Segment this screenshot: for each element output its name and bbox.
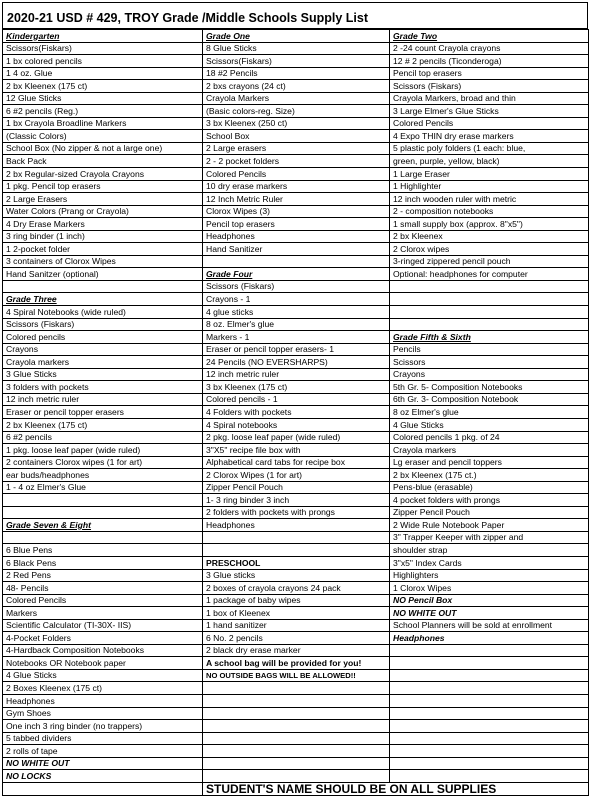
supply-item: Crayons [3, 343, 203, 356]
supply-item: Headphones [203, 519, 390, 532]
supply-item: 1 package of baby wipes [203, 594, 390, 607]
supply-item: Scissors (Fiskars) [203, 280, 390, 293]
supply-item: 3 bx Kleenex (250 ct) [203, 117, 390, 130]
supply-item: NO LOCKS [3, 770, 203, 783]
table-row [3, 230, 589, 243]
table-row [3, 732, 589, 745]
table-row [3, 456, 589, 469]
table-row [3, 444, 589, 457]
table-row [3, 644, 589, 657]
supply-item: Water Colors (Prang or Crayola) [3, 205, 203, 218]
supply-item: Colored Pencils [3, 594, 203, 607]
supply-item: Scissors(Fiskars) [3, 42, 203, 55]
supply-item [203, 720, 390, 733]
supply-item: Pencil top erasers [390, 67, 589, 80]
supply-item: Notebooks OR Notebook paper [3, 657, 203, 670]
table-row [3, 356, 589, 369]
supply-item: 10 dry erase markers [203, 180, 390, 193]
supply-item: 1 - 4 oz Elmer's Glue [3, 481, 203, 494]
supply-item: School Planners will be sold at enrollment [390, 619, 589, 632]
table-row [3, 381, 589, 394]
supply-item [3, 506, 203, 519]
supply-item: 2 bxs crayons (24 ct) [203, 80, 390, 93]
table-row [3, 393, 589, 406]
supply-item [203, 694, 390, 707]
supply-item: Zipper Pencil Pouch [203, 481, 390, 494]
supply-item: Colored Pencils [203, 168, 390, 181]
supply-item [3, 494, 203, 507]
footer-row [3, 782, 589, 795]
supply-item: 1 2-pocket folder [3, 243, 203, 256]
footer-note: STUDENT'S NAME SHOULD BE ON ALL SUPPLIES [203, 782, 589, 795]
supply-item: 1 Large Eraser [390, 168, 589, 181]
supply-item: Eraser or pencil topper erasers [3, 406, 203, 419]
table-row [3, 757, 589, 770]
supply-item: 3 folders with pockets [3, 381, 203, 394]
supply-item: Colored Pencils [390, 117, 589, 130]
table-row [3, 42, 589, 55]
supply-item [390, 682, 589, 695]
supply-item: 8 oz. Elmer's glue [203, 318, 390, 331]
supply-item: NO OUTSIDE BAGS WILL BE ALLOWED!! [203, 669, 390, 682]
supply-item: 8 Glue Sticks [203, 42, 390, 55]
supply-item: 3 Glue sticks [203, 569, 390, 582]
supply-item: 1 Highlighter [390, 180, 589, 193]
supply-item: ear buds/headphones [3, 469, 203, 482]
section-heading: Grade Seven & Eight [3, 519, 203, 532]
supply-table [2, 29, 589, 796]
supply-item: Alphabetical card tabs for recipe box [203, 456, 390, 469]
table-row [3, 594, 589, 607]
supply-item: Lg eraser and pencil toppers [390, 456, 589, 469]
supply-item: Eraser or pencil topper erasers- 1 [203, 343, 390, 356]
table-row [3, 117, 589, 130]
supply-item: Zipper Pencil Pouch [390, 506, 589, 519]
supply-item: 2 Clorox Wipes (1 for art) [203, 469, 390, 482]
table-row [3, 155, 589, 168]
supply-item: 12 inch metric ruler [203, 368, 390, 381]
supply-item: Crayons - 1 [203, 293, 390, 306]
supply-item: 6 Black Pens [3, 556, 203, 569]
supply-item: 3-ringed zippered pencil pouch [390, 255, 589, 268]
supply-item: 4 glue sticks [203, 306, 390, 319]
supply-item: Headphones [390, 632, 589, 645]
supply-item: Markers [3, 607, 203, 620]
supply-item: 1 pkg. Pencil top erasers [3, 180, 203, 193]
supply-item: 3 ring binder (1 inch) [3, 230, 203, 243]
table-row [3, 682, 589, 695]
supply-item [390, 757, 589, 770]
supply-item: School Box (No zipper & not a large one) [3, 142, 203, 155]
supply-item [3, 531, 203, 544]
supply-item: 4 Folders with pockets [203, 406, 390, 419]
table-row [3, 619, 589, 632]
supply-item: NO Pencil Box [390, 594, 589, 607]
supply-item: 2 Wide Rule Notebook Paper [390, 519, 589, 532]
table-row [3, 632, 589, 645]
supply-item [203, 531, 390, 544]
supply-item: 2 black dry erase marker [203, 644, 390, 657]
table-row [3, 280, 589, 293]
supply-item: 1 small supply box (approx. 8"x5") [390, 218, 589, 231]
table-row [3, 582, 589, 595]
table-row [3, 205, 589, 218]
empty-cell [3, 782, 203, 795]
supply-item: 1- 3 ring binder 3 inch [203, 494, 390, 507]
table-row [3, 406, 589, 419]
supply-item: Crayola Markers [203, 92, 390, 105]
supply-item [390, 745, 589, 758]
supply-item: (Basic colors-reg. Size) [203, 105, 390, 118]
table-row [3, 268, 589, 281]
supply-item: 1 box of Kleenex [203, 607, 390, 620]
supply-item: Crayola Markers, broad and thin [390, 92, 589, 105]
supply-item [203, 682, 390, 695]
supply-item [3, 280, 203, 293]
supply-item: NO WHITE OUT [3, 757, 203, 770]
supply-item: Crayola markers [390, 444, 589, 457]
supply-item: Hand Sanitizer [203, 243, 390, 256]
supply-item: 12 Glue Sticks [3, 92, 203, 105]
table-row [3, 67, 589, 80]
supply-item: Scissors (Fiskars) [3, 318, 203, 331]
table-row [3, 30, 589, 43]
supply-item: Markers - 1 [203, 331, 390, 344]
supply-item [390, 644, 589, 657]
supply-item [203, 544, 390, 557]
supply-item: Colored pencils - 1 [203, 393, 390, 406]
supply-item: A school bag will be provided for you! [203, 657, 390, 670]
table-row [3, 707, 589, 720]
table-row [3, 720, 589, 733]
supply-item: Clorox Wipes (3) [203, 205, 390, 218]
supply-item: Headphones [3, 694, 203, 707]
supply-item: 2 bx Kleenex (175 ct) [3, 80, 203, 93]
supply-item [390, 669, 589, 682]
supply-item: 4 Expo THIN dry erase markers [390, 130, 589, 143]
supply-item [203, 757, 390, 770]
supply-item: 4 Glue Sticks [3, 669, 203, 682]
supply-item: 5th Gr. 5- Composition Notebooks [390, 381, 589, 394]
supply-item: 24 Pencils (NO EVERSHARPS) [203, 356, 390, 369]
table-row [3, 193, 589, 206]
table-row [3, 180, 589, 193]
table-row [3, 318, 589, 331]
supply-item: 2 rolls of tape [3, 745, 203, 758]
supply-item: Scissors(Fiskars) [203, 55, 390, 68]
supply-item: 3 Large Elmer's Glue Sticks [390, 105, 589, 118]
table-row [3, 531, 589, 544]
supply-item: Optional: headphones for computer [390, 268, 589, 281]
supply-item: 12 inch metric ruler [3, 393, 203, 406]
table-row [3, 306, 589, 319]
table-row [3, 92, 589, 105]
supply-item: 1 Clorox Wipes [390, 582, 589, 595]
supply-item [390, 720, 589, 733]
supply-item [390, 657, 589, 670]
table-row [3, 243, 589, 256]
supply-item [203, 732, 390, 745]
table-row [3, 293, 589, 306]
supply-item [390, 694, 589, 707]
supply-item: 2 Large Erasers [3, 193, 203, 206]
supply-item: 12 Inch Metric Ruler [203, 193, 390, 206]
supply-item: 6 Blue Pens [3, 544, 203, 557]
supply-item: 2 Red Pens [3, 569, 203, 582]
supply-item: 6 #2 pencils [3, 431, 203, 444]
supply-item: 2 Clorox wipes [390, 243, 589, 256]
table-row [3, 55, 589, 68]
supply-item [390, 707, 589, 720]
supply-item: Gym Shoes [3, 707, 203, 720]
supply-item: Crayola markers [3, 356, 203, 369]
table-row [3, 431, 589, 444]
supply-item: 2 bx Regular-sized Crayola Crayons [3, 168, 203, 181]
supply-item: Highlighters [390, 569, 589, 582]
supply-item: 1 4 oz. Glue [3, 67, 203, 80]
supply-item: 6 #2 pencils (Reg.) [3, 105, 203, 118]
supply-item [203, 707, 390, 720]
table-row [3, 607, 589, 620]
supply-item: Scissors [390, 356, 589, 369]
supply-item: Pencils [390, 343, 589, 356]
supply-list-sheet [2, 2, 588, 796]
table-row [3, 105, 589, 118]
supply-item: Scissors (Fiskars) [390, 80, 589, 93]
supply-item: 5 tabbed dividers [3, 732, 203, 745]
supply-item: 2 Boxes Kleenex (175 ct) [3, 682, 203, 695]
table-row [3, 770, 589, 783]
supply-item: 4-Pocket Folders [3, 632, 203, 645]
table-row [3, 80, 589, 93]
supply-item [203, 255, 390, 268]
supply-item: 5 plastic poly folders (1 each: blue, [390, 142, 589, 155]
supply-item: 2 bx Kleenex [390, 230, 589, 243]
supply-item: Hand Sanitzer (optional) [3, 268, 203, 281]
table-row [3, 694, 589, 707]
table-row [3, 519, 589, 532]
table-row [3, 142, 589, 155]
supply-item: School Box [203, 130, 390, 143]
table-row [3, 481, 589, 494]
supply-item: Colored pencils [3, 331, 203, 344]
supply-item [390, 293, 589, 306]
section-heading: Grade Two [390, 30, 589, 43]
supply-item: 1 pkg. loose leaf paper (wide ruled) [3, 444, 203, 457]
section-heading: Grade One [203, 30, 390, 43]
supply-item [390, 732, 589, 745]
supply-item: 3 Glue Sticks [3, 368, 203, 381]
supply-item: 3" Trapper Keeper with zipper and [390, 531, 589, 544]
section-heading: Grade Fifth & Sixth [390, 331, 589, 344]
supply-item: One inch 3 ring binder (no trappers) [3, 720, 203, 733]
supply-item: (Classic Colors) [3, 130, 203, 143]
supply-item: Colored pencils 1 pkg. of 24 [390, 431, 589, 444]
supply-item: 4 Glue Sticks [390, 418, 589, 431]
supply-item: 4 Spiral Notebooks (wide ruled) [3, 306, 203, 319]
table-row [3, 544, 589, 557]
supply-item: shoulder strap [390, 544, 589, 557]
table-row [3, 368, 589, 381]
table-row [3, 469, 589, 482]
table-row [3, 494, 589, 507]
supply-item [390, 280, 589, 293]
supply-item: 3"x5" Index Cards [390, 556, 589, 569]
table-row [3, 418, 589, 431]
table-row [3, 506, 589, 519]
supply-item: 4 Dry Erase Markers [3, 218, 203, 231]
supply-item: Scientific Calculator (TI-30X- IIS) [3, 619, 203, 632]
supply-item [203, 745, 390, 758]
supply-item: 3 containers of Clorox Wipes [3, 255, 203, 268]
table-row [3, 657, 589, 670]
supply-item: 2 containers Clorox wipes (1 for art) [3, 456, 203, 469]
section-heading: Grade Four [203, 268, 390, 281]
supply-item: 8 oz Elmer's glue [390, 406, 589, 419]
section-heading: Kindergarten [3, 30, 203, 43]
supply-item: 2 Large erasers [203, 142, 390, 155]
supply-item: 1 hand sanitizer [203, 619, 390, 632]
supply-item [390, 770, 589, 783]
supply-item: 2 - 2 pocket folders [203, 155, 390, 168]
supply-item: Crayons [390, 368, 589, 381]
supply-item: 3"X5" recipe file box with [203, 444, 390, 457]
supply-table-body [3, 30, 589, 796]
supply-item: 2 boxes of crayola crayons 24 pack [203, 582, 390, 595]
supply-item: 2 bx Kleenex (175 ct.) [390, 469, 589, 482]
supply-item: 4-Hardback Composition Notebooks [3, 644, 203, 657]
supply-item: Pencil top erasers [203, 218, 390, 231]
supply-item: 3 bx Kleenex (175 ct) [203, 381, 390, 394]
section-heading: Grade Three [3, 293, 203, 306]
supply-item: 2 folders with pockets with prongs [203, 506, 390, 519]
table-row [3, 569, 589, 582]
supply-item: PRESCHOOL [203, 556, 390, 569]
supply-item: 12 inch wooden ruler with metric [390, 193, 589, 206]
supply-item: 6 No. 2 pencils [203, 632, 390, 645]
table-row [3, 331, 589, 344]
table-row [3, 255, 589, 268]
supply-item: 2 pkg. loose leaf paper (wide ruled) [203, 431, 390, 444]
supply-item: 4 pocket folders with prongs [390, 494, 589, 507]
table-row [3, 343, 589, 356]
table-row [3, 168, 589, 181]
table-row [3, 669, 589, 682]
supply-item [390, 306, 589, 319]
supply-item: NO WHITE OUT [390, 607, 589, 620]
supply-item [390, 318, 589, 331]
supply-item: green, purple, yellow, black) [390, 155, 589, 168]
supply-item: 48- Pencils [3, 582, 203, 595]
supply-item: 1 bx colored pencils [3, 55, 203, 68]
supply-item: Headphones [203, 230, 390, 243]
supply-item: 4 Spiral notebooks [203, 418, 390, 431]
supply-item: 6th Gr. 3- Composition Notebook [390, 393, 589, 406]
supply-item: 2 - composition notebooks [390, 205, 589, 218]
table-row [3, 218, 589, 231]
supply-item: 2 -24 count Crayola crayons [390, 42, 589, 55]
table-row [3, 556, 589, 569]
table-row [3, 745, 589, 758]
supply-item: 12 # 2 pencils (Ticonderoga) [390, 55, 589, 68]
supply-item: 18 #2 Pencils [203, 67, 390, 80]
supply-item: Back Pack [3, 155, 203, 168]
supply-item: 1 bx Crayola Broadline Markers [3, 117, 203, 130]
supply-item: 2 bx Kleenex (175 ct) [3, 418, 203, 431]
page-title: 2020-21 USD # 429, TROY Grade /Middle Schools Supply List [2, 2, 588, 29]
supply-item: Pens-blue (erasable) [390, 481, 589, 494]
table-row [3, 130, 589, 143]
supply-item [203, 770, 390, 783]
